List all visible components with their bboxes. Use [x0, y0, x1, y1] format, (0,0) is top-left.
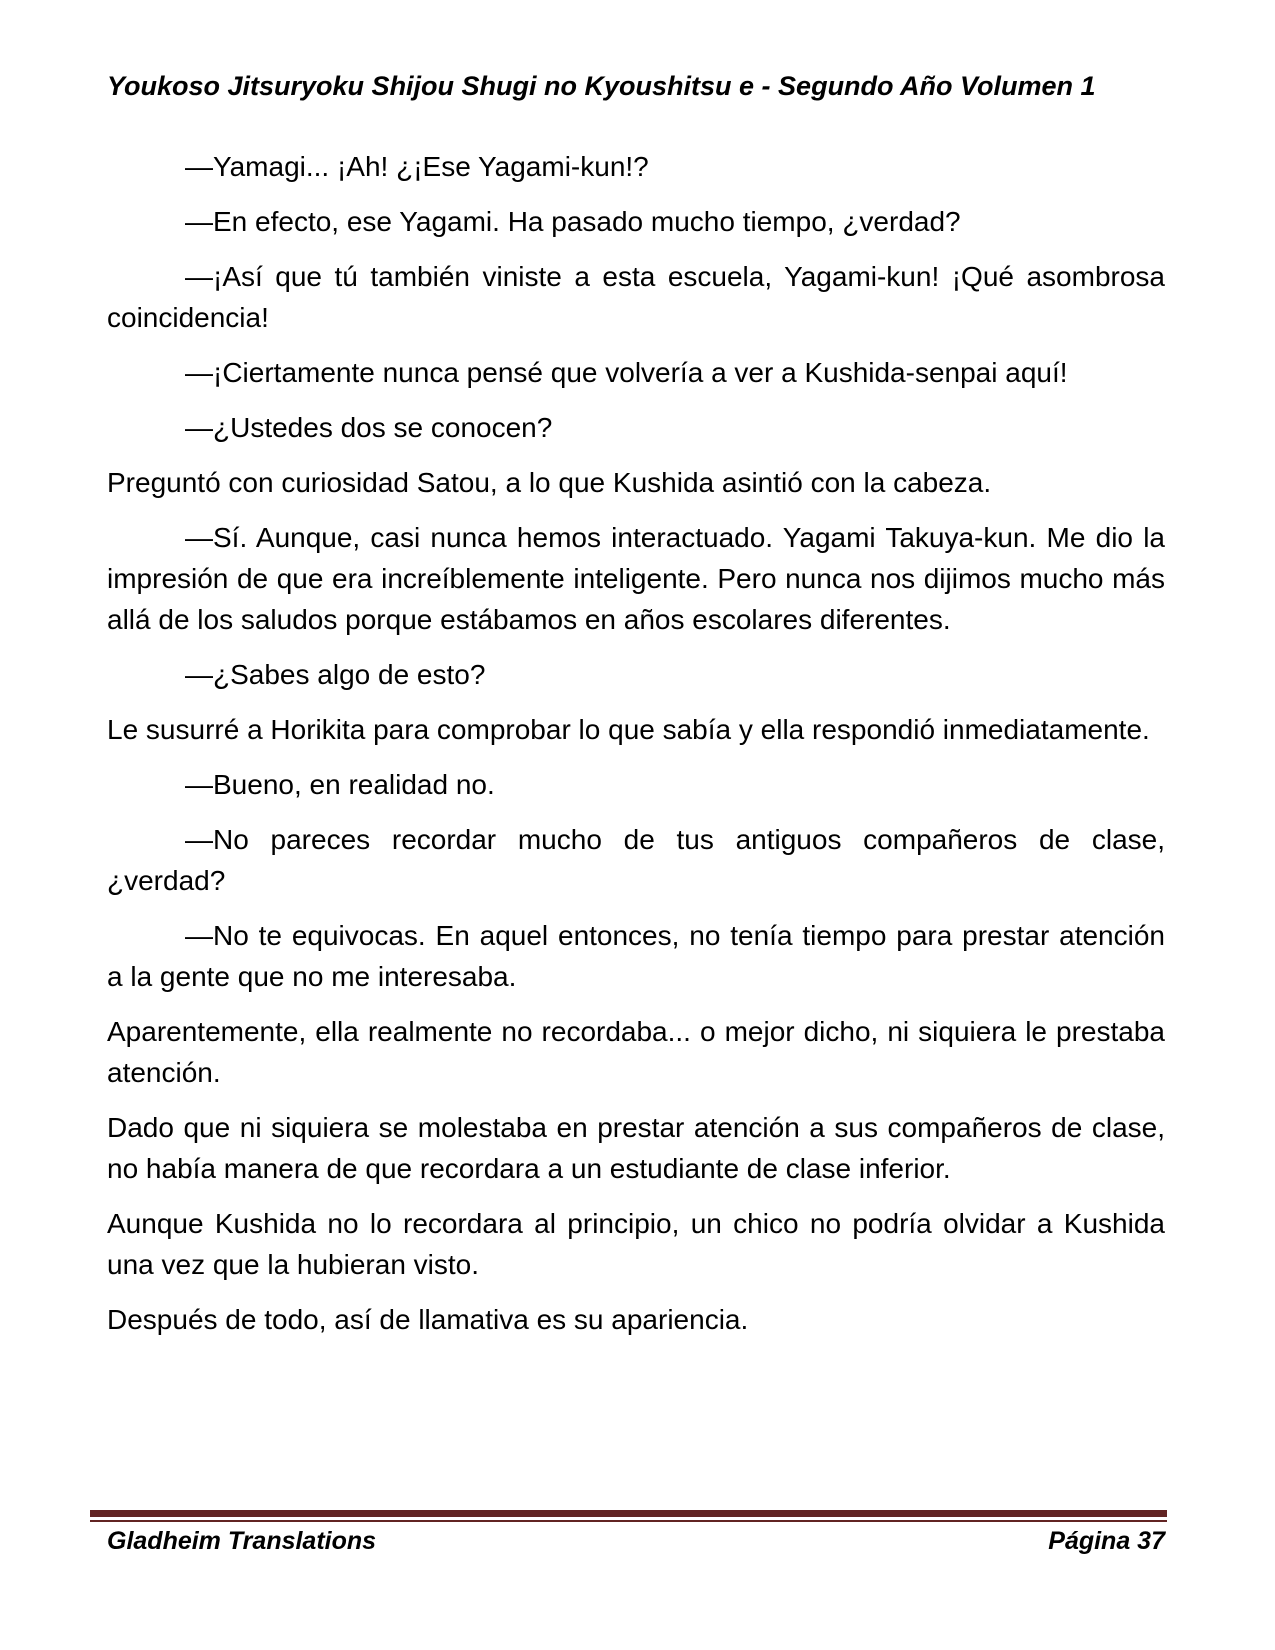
footer-translator: Gladheim Translations	[107, 1527, 377, 1555]
paragraph-15: Aunque Kushida no lo recordara al principio, un chico no podría olvidar a Kushida una vez que la hubieran visto.	[107, 1208, 1165, 1280]
footer-rule	[90, 1510, 1167, 1522]
paragraph-9: Le susurré a Horikita para comprobar lo que sabía y ella respondió inmediatamente.	[107, 714, 1150, 745]
paragraph-10: —Bueno, en realidad no.	[185, 769, 495, 800]
body-paragraphs	[107, 146, 1165, 1354]
paragraph-5: —¿Ustedes dos se conocen?	[185, 412, 553, 443]
paragraph-3: —¡Así que tú también viniste a esta escuela, Yagami-kun! ¡Qué asombrosa coincidencia!	[107, 261, 1165, 333]
paragraph-13: Aparentemente, ella realmente no recordaba... o mejor dicho, ni siquiera le prestaba atención.	[107, 1016, 1165, 1088]
footer-page-number: Página 37	[1048, 1527, 1165, 1555]
paragraph-12: —No te equivocas. En aquel entonces, no tenía tiempo para prestar atención a la gente que no me interesaba.	[107, 920, 1165, 992]
page-header	[107, 70, 1165, 102]
paragraph-6: Preguntó con curiosidad Satou, a lo que Kushida asintió con la cabeza.	[107, 467, 992, 498]
paragraph-2: —En efecto, ese Yagami. Ha pasado mucho tiempo, ¿verdad?	[185, 206, 961, 237]
paragraph-1: —Yamagi... ¡Ah! ¿¡Ese Yagami-kun!?	[185, 151, 649, 182]
paragraph-4: —¡Ciertamente nunca pensé que volvería a ver a Kushida-senpai aquí!	[185, 357, 1068, 388]
paragraph-11: —No pareces recordar mucho de tus antiguos compañeros de clase, ¿verdad?	[107, 824, 1165, 896]
paragraph-16: Después de todo, así de llamativa es su apariencia.	[107, 1304, 749, 1335]
paragraph-7: —Sí. Aunque, casi nunca hemos interactuado. Yagami Takuya-kun. Me dio la impresión de que era increíblemente inteligente. Pero nunca nos dijimos mucho más allá de los saludos porque estábamos en años escolares diferentes.	[107, 522, 1165, 635]
footer-rule-thick	[90, 1510, 1167, 1517]
page-footer	[107, 1526, 1165, 1556]
paragraph-8: —¿Sabes algo de esto?	[185, 659, 486, 690]
header-title: Youkoso Jitsuryoku Shijou Shugi no Kyoushitsu e - Segundo Año Volumen 1	[107, 71, 1096, 101]
footer-rule-thin	[90, 1520, 1167, 1522]
paragraph-14: Dado que ni siquiera se molestaba en prestar atención a sus compañeros de clase, no había manera de que recordara a un estudiante de clase inferior.	[107, 1112, 1165, 1184]
